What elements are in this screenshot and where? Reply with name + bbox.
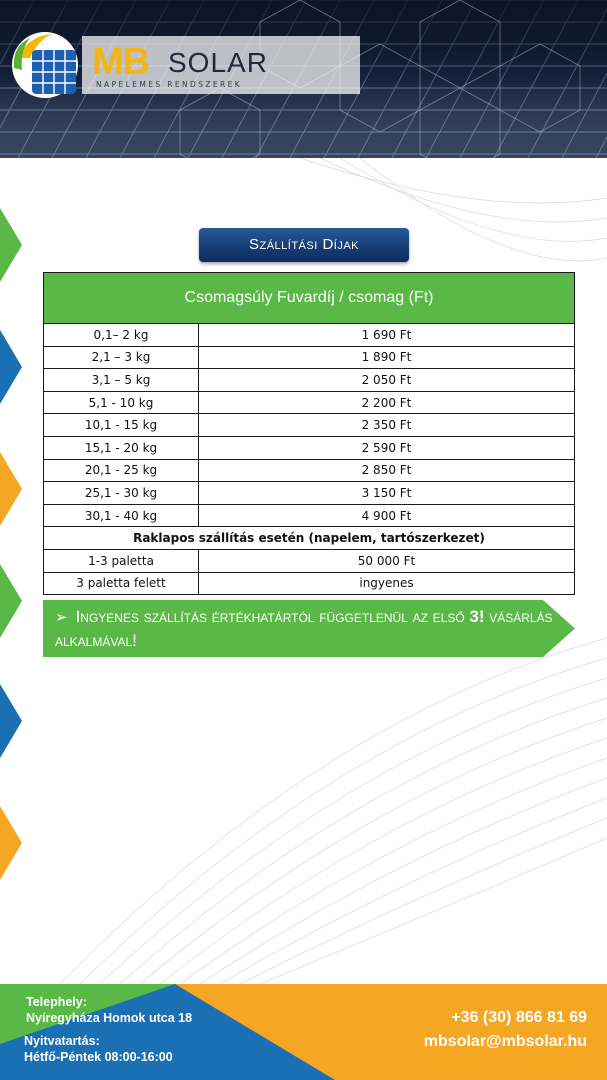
weight-cell: 30,1 - 40 kg: [44, 504, 199, 527]
price-cell: 2 200 Ft: [199, 391, 575, 414]
email-link[interactable]: mbsolar@mbsolar.hu: [423, 1033, 587, 1050]
table-row: [44, 324, 575, 347]
footer-shapes: [0, 984, 607, 1080]
blue-arrow-icon: [0, 684, 22, 758]
arrow-bullet-icon: ➢: [55, 609, 68, 626]
price-cell: 2 050 Ft: [199, 369, 575, 392]
table-row: [44, 572, 575, 595]
price-cell: 1 690 Ft: [199, 324, 575, 347]
free-shipping-banner: [43, 600, 575, 657]
pallet-section-header: Raklapos szállítás esetén (napelem, tartószerkezet): [44, 527, 575, 550]
orange-arrow-icon: [0, 452, 22, 526]
pallet-price-cell: ingyenes: [199, 572, 575, 595]
weight-cell: 2,1 – 3 kg: [44, 346, 199, 369]
weight-cell: 25,1 - 30 kg: [44, 482, 199, 505]
promo-text-part2: vásárlás alkalmával!: [55, 607, 553, 650]
weight-cell: 10,1 - 15 kg: [44, 414, 199, 437]
site-label: Telephely:: [26, 995, 87, 1009]
header-banner: [0, 0, 607, 158]
green-arrow-icon: [0, 208, 22, 282]
table-row: [44, 346, 575, 369]
logo-mb-text: MB: [92, 41, 150, 83]
table-row: [44, 436, 575, 459]
logo-tagline: NAPELEMES RENDSZEREK: [96, 80, 243, 89]
weight-cell: 0,1– 2 kg: [44, 324, 199, 347]
green-arrow-icon: [0, 564, 22, 638]
promo-highlight: 3!: [469, 607, 485, 626]
price-cell: 4 900 Ft: [199, 504, 575, 527]
pallet-price-cell: 50 000 Ft: [199, 549, 575, 572]
opening-hours: Hétfő-Péntek 08:00-16:00: [24, 1050, 173, 1064]
table-row: [44, 391, 575, 414]
table-row: [44, 504, 575, 527]
footer: [0, 984, 607, 1080]
logo-solar-text: SOLAR: [168, 47, 268, 78]
price-cell: 2 850 Ft: [199, 459, 575, 482]
weight-cell: 20,1 - 25 kg: [44, 459, 199, 482]
hours-label: Nyitvatartás:: [24, 1034, 100, 1048]
sun-panel-logo-icon: [8, 28, 82, 102]
table-row: [44, 414, 575, 437]
price-cell: 2 590 Ft: [199, 436, 575, 459]
price-cell: 3 150 Ft: [199, 482, 575, 505]
table-header: Csomagsúly Fuvardíj / csomag (Ft): [44, 273, 575, 324]
table-row: [44, 369, 575, 392]
price-cell: 2 350 Ft: [199, 414, 575, 437]
price-cell: 1 890 Ft: [199, 346, 575, 369]
site-address: Nyíregyháza Homok utca 18: [26, 1011, 193, 1025]
pallet-label-cell: 1-3 paletta: [44, 549, 199, 572]
orange-arrow-icon: [0, 806, 22, 880]
table-row: [44, 459, 575, 482]
phone-number[interactable]: +36 (30) 866 81 69: [451, 1009, 587, 1026]
weight-cell: 15,1 - 20 kg: [44, 436, 199, 459]
table-row: [44, 482, 575, 505]
weight-cell: 3,1 – 5 kg: [44, 369, 199, 392]
promo-text-part1: Ingyenes szállítás értékhatártól függetlenül az első: [75, 607, 470, 626]
promo-text: [55, 605, 565, 652]
table-row: [44, 549, 575, 572]
shipping-fees-title: Szállítási Díjak: [199, 228, 409, 262]
blue-arrow-icon: [0, 330, 22, 404]
weight-cell: 5,1 - 10 kg: [44, 391, 199, 414]
pallet-label-cell: 3 paletta felett: [44, 572, 199, 595]
shipping-price-table: [43, 272, 575, 595]
